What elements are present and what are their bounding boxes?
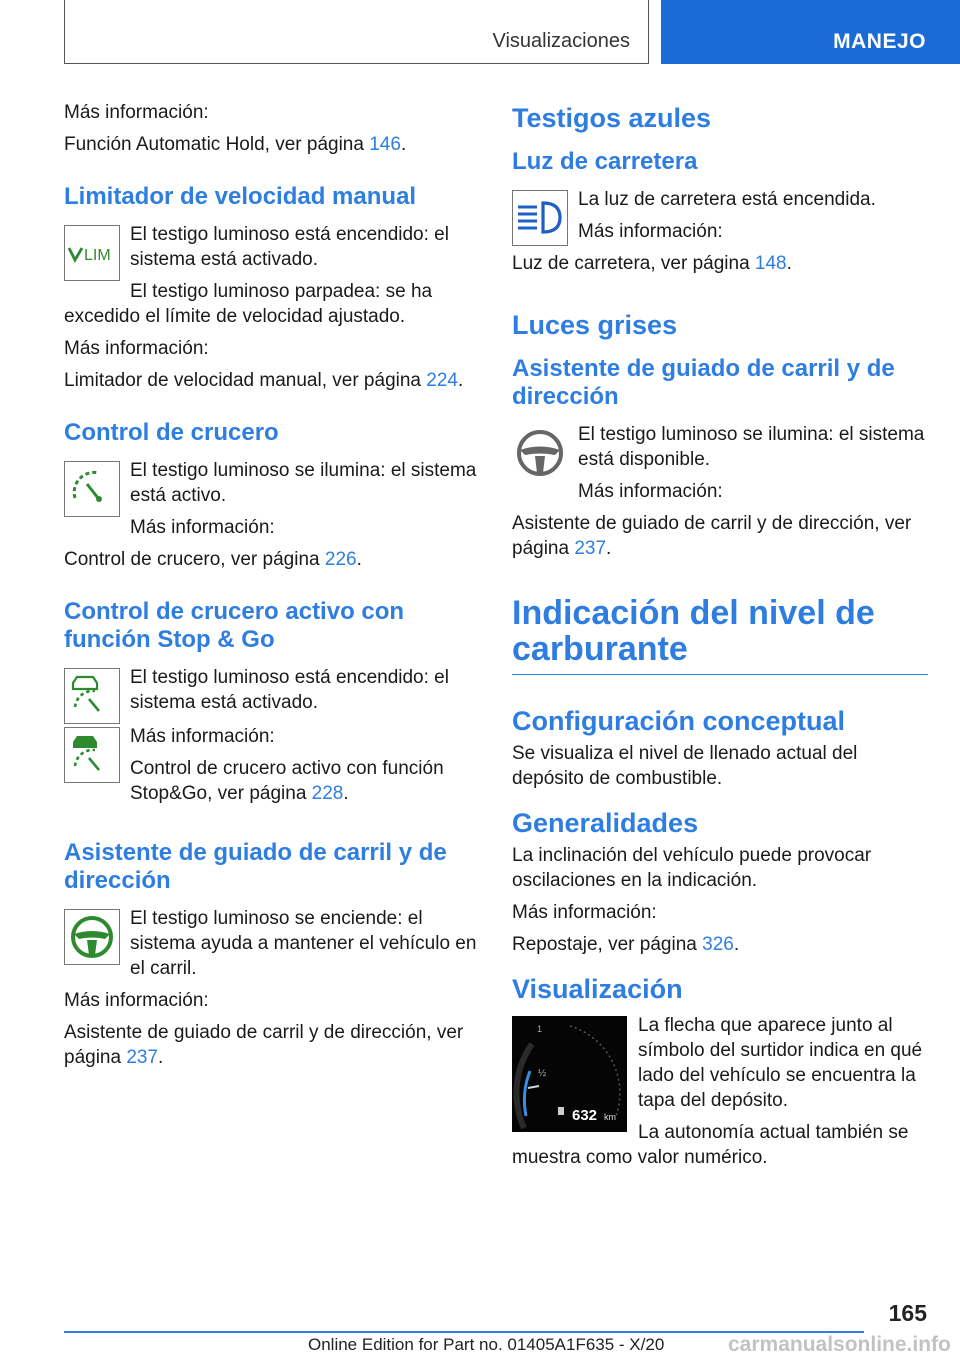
limiter-heading: Limitador de velocidad manual	[64, 183, 417, 210]
steering-wheel-grey-icon	[512, 425, 568, 481]
display-text2: La autonomía actual también se muestra como valor numérico.	[512, 1122, 909, 1168]
gauge-range-value: 632	[572, 1107, 598, 1124]
footer-edition: Online Edition for Part no. 01405A1F635 - X/20	[308, 1335, 665, 1354]
cruise-more: Más información:	[130, 517, 275, 538]
display-heading: Visualización	[512, 974, 683, 1004]
page-link-224[interactable]: 224	[426, 370, 458, 391]
gauge-one-label: 1	[537, 1024, 543, 1034]
general-more: Más información:	[512, 902, 657, 923]
lane-text1: El testigo luminoso se enciende: el sistema ayuda a mantener el vehículo en el carril.	[130, 908, 477, 979]
header-section-box	[64, 0, 649, 64]
limiter-text1: El testigo luminoso está encendido: el sistema está activado.	[130, 224, 449, 270]
lane-more: Más información:	[64, 990, 209, 1011]
limiter-text2: El testigo luminoso parpadea: se ha excedido el límite de velocidad ajustado.	[64, 281, 433, 327]
header-chapter-tab[interactable]	[661, 0, 960, 64]
page-link-146[interactable]: 146	[369, 134, 401, 155]
high-beam-text1: La luz de carretera está encendida.	[578, 189, 876, 210]
page-link-237-right[interactable]: 237	[574, 538, 607, 559]
blue-lights-heading: Testigos azules	[512, 103, 712, 133]
concept-text: Se visualiza el nivel de llenado actual del depósito de combustible.	[512, 743, 858, 789]
cruise-control-icon	[64, 461, 120, 517]
general-heading: Generalidades	[512, 808, 699, 838]
cruise-ref: Control de crucero, ver página 226.	[64, 549, 362, 570]
cruise-heading: Control de crucero	[64, 419, 279, 446]
speed-limiter-icon-label: LIM	[84, 247, 111, 264]
page-number: 165	[888, 1300, 927, 1326]
general-ref: Repostaje, ver página 326.	[512, 934, 740, 955]
fuel-gauge-photo	[512, 1016, 627, 1132]
acc-heading: Control de crucero activo con función Stop & Go	[64, 598, 405, 653]
lane-block	[64, 906, 477, 988]
lane-assist-grey-text1: El testigo luminoso se ilumina: el sistema está disponible.	[578, 424, 925, 470]
lane-assist-grey-ref: Asistente de guiado de carril y de dirección, ver página 237.	[512, 513, 912, 559]
gauge-half-label: ½	[538, 1068, 547, 1079]
limiter-ref: Limitador de velocidad manual, ver página 224.	[64, 370, 464, 391]
high-beam-block	[512, 187, 928, 283]
intro-more: Más información:	[64, 102, 209, 123]
display-text1: La flecha que aparece junto al símbolo del surtidor indica en qué lado del vehículo se encuentra la tapa del depósito.	[638, 1015, 923, 1111]
limiter-more: Más información:	[64, 338, 209, 359]
steering-wheel-green-icon	[64, 909, 120, 965]
display-block	[512, 1013, 928, 1177]
acc-filled-icon	[64, 727, 120, 783]
high-beam-icon	[512, 190, 568, 246]
page-link-237-left[interactable]: 237	[126, 1047, 159, 1068]
acc-block-2	[64, 724, 477, 813]
lane-ref: Asistente de guiado de carril y de dirección, ver página 237.	[64, 1022, 464, 1068]
grey-lights-heading: Luces grises	[512, 310, 678, 340]
page-link-226[interactable]: 226	[324, 549, 357, 570]
acc-more: Más información:	[130, 726, 275, 747]
speed-limiter-icon	[64, 225, 120, 281]
cruise-block	[64, 458, 477, 547]
gauge-range-unit: km	[604, 1112, 616, 1122]
page-link-228[interactable]: 228	[311, 783, 344, 804]
header-section-title: Visualizaciones	[492, 30, 630, 52]
high-beam-ref: Luz de carretera, ver página 148.	[512, 253, 792, 274]
concept-heading: Configuración conceptual	[512, 706, 846, 736]
lane-assist-grey-heading: Asistente de guiado de carril y de dirección	[512, 355, 895, 410]
intro-ref: Función Automatic Hold, ver página 146.	[64, 134, 407, 155]
page-link-326[interactable]: 326	[702, 934, 734, 955]
footer-watermark: carmanualsonline.info	[728, 1333, 951, 1356]
acc-ref: Control de crucero activo con función Stop&Go, ver página 228.	[130, 758, 444, 804]
right-column	[512, 100, 928, 1177]
acc-text1: El testigo luminoso está encendido: el sistema está activado.	[130, 667, 449, 713]
general-text: La inclinación del vehículo puede provocar oscilaciones en la indicación.	[512, 845, 872, 891]
acc-block	[64, 665, 477, 724]
fuel-level-heading: Indicación del nivel de carburante	[512, 595, 928, 675]
cruise-text1: El testigo luminoso se ilumina: el sistema está activo.	[130, 460, 477, 506]
high-beam-heading: Luz de carretera	[512, 148, 698, 175]
header-chapter-title: MANEJO	[833, 30, 926, 53]
high-beam-more: Más información:	[578, 221, 723, 242]
acc-outline-icon	[64, 668, 120, 724]
lane-assist-grey-block	[512, 422, 928, 511]
lane-assist-grey-more: Más información:	[578, 481, 723, 502]
limiter-block	[64, 222, 477, 336]
left-column	[64, 100, 477, 1077]
page-link-148[interactable]: 148	[754, 253, 787, 274]
lane-heading: Asistente de guiado de carril y de dirección	[64, 839, 447, 894]
